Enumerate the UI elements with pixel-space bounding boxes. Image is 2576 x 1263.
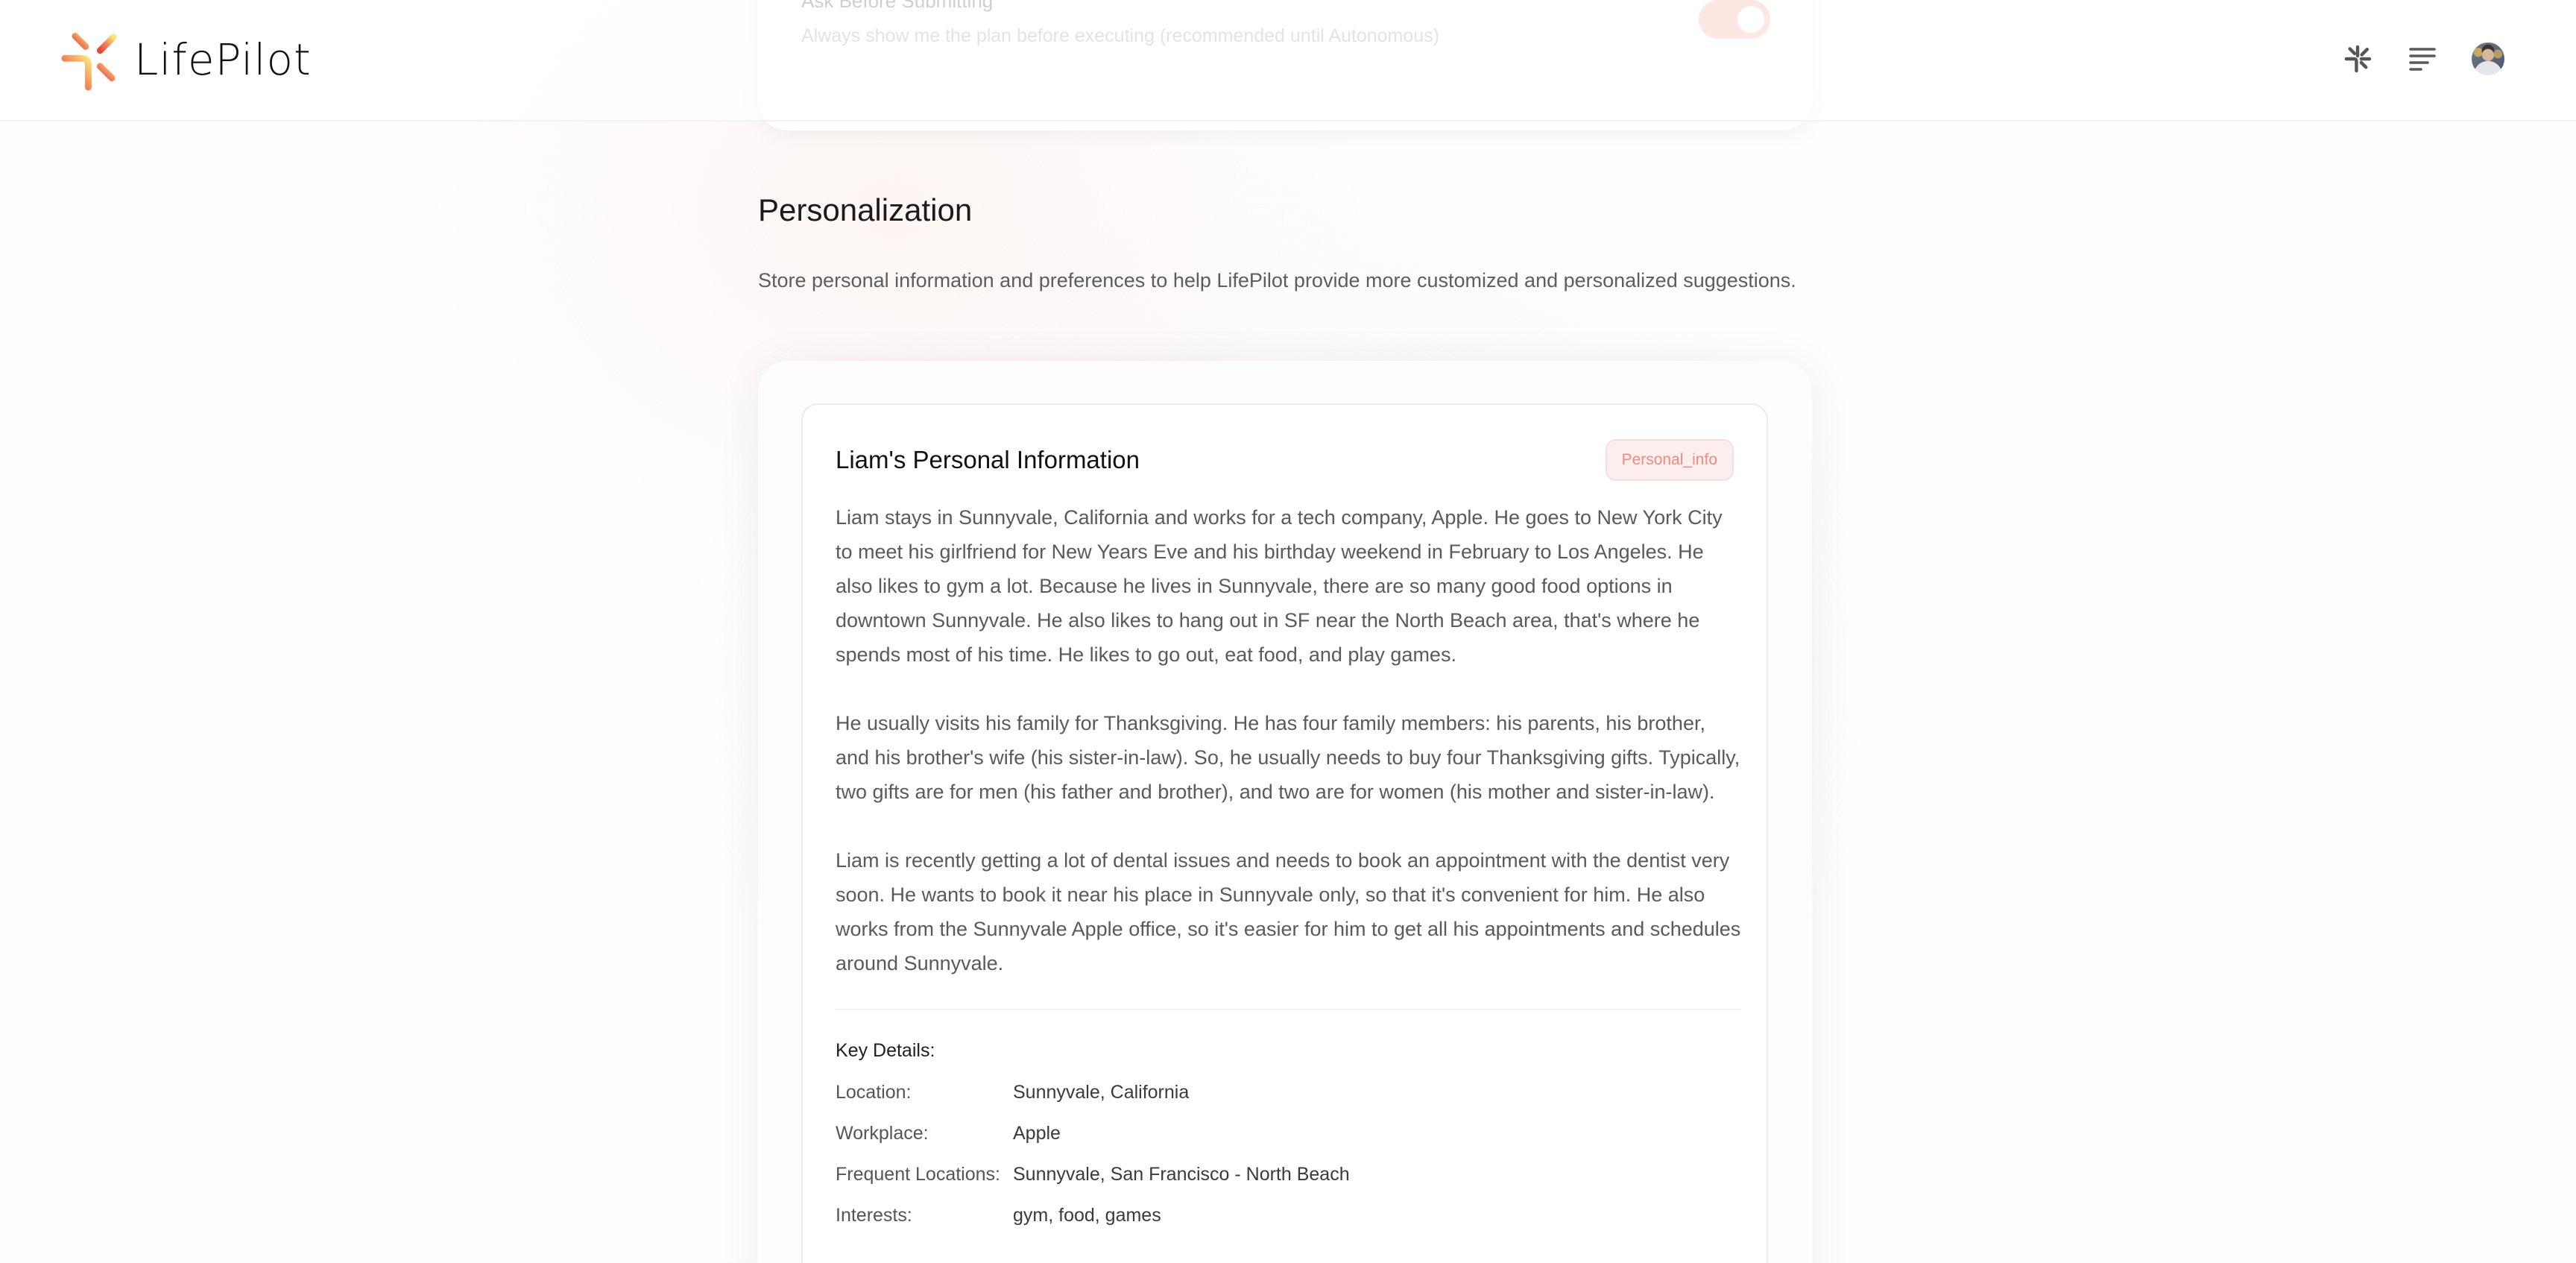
lifepilot-logo-icon	[58, 27, 124, 92]
key-details-title: Key Details:	[836, 1040, 935, 1061]
user-avatar[interactable]	[2472, 42, 2504, 75]
menu-button[interactable]	[2406, 42, 2440, 76]
divider	[836, 1009, 1741, 1010]
personalization-panel	[758, 361, 1812, 1263]
info-paragraph: Liam is recently getting a lot of dental issues and needs to book an appointment with the dentist very soon. He wants to book it near his place in Sunnyvale only, so that it's convenient for him. He also works from the Sunnyvale Apple office, so it's easier for him to get all his appointments and schedules around Sunnyvale.	[836, 849, 1741, 974]
key-detail-value: gym, food, games	[1013, 1205, 1161, 1226]
header-actions	[2340, 42, 2504, 76]
info-paragraph: Liam stays in Sunnyvale, California and works for a tech company, Apple. He goes to New York City to meet his girlfriend for New Years Eve and his birthday weekend in February to Los Angeles. He also likes to gym a lot. Because he lives in Sunnyvale, there are so many good food options in downtown Sunnyvale. He also likes to hang out in SF near the North Beach area, that's where he spends most of his time. He likes to go out, eat food, and play games.	[836, 506, 1723, 666]
key-detail-value: Apple	[1013, 1123, 1061, 1144]
card-body	[836, 500, 1741, 1245]
key-detail-label: Workplace:	[836, 1123, 929, 1144]
top-header	[0, 0, 2576, 122]
section-description: Store personal information and preferences to help LifePilot provide more customized and personalized suggestions.	[758, 269, 1796, 292]
lifepilot-mark-icon	[2343, 44, 2373, 74]
card-title: Liam's Personal Information	[836, 446, 1140, 473]
key-detail-value: Sunnyvale, San Francisco - North Beach	[1013, 1164, 1350, 1185]
key-detail-label: Location:	[836, 1082, 912, 1103]
brand-name: LifePilot	[134, 34, 312, 85]
card-header	[836, 438, 1734, 482]
assistant-button[interactable]	[2340, 42, 2375, 76]
personal-info-card[interactable]	[801, 403, 1768, 1263]
key-detail-row	[836, 1163, 1741, 1185]
section-title: Personalization	[758, 192, 973, 227]
key-detail-row	[836, 1081, 1741, 1103]
category-badge[interactable]: Personal_info	[1606, 439, 1734, 481]
key-detail-label: Interests:	[836, 1205, 912, 1226]
key-detail-row	[836, 1204, 1741, 1226]
menu-icon	[2409, 46, 2437, 72]
brand-home-link[interactable]	[58, 27, 312, 92]
key-detail-value: Sunnyvale, California	[1013, 1082, 1190, 1103]
key-detail-label: Frequent Locations:	[836, 1164, 1000, 1185]
key-detail-row	[836, 1122, 1741, 1144]
info-paragraph: He usually visits his family for Thanksgiving. He has four family members: his parents, his brother, and his brother's wife (his sister-in-law). So, he usually needs to buy four Thanksgiving gifts. Typically, two gifts are for men (his father and brother), and two are for women (his mother and sister-in-law).	[836, 712, 1740, 803]
